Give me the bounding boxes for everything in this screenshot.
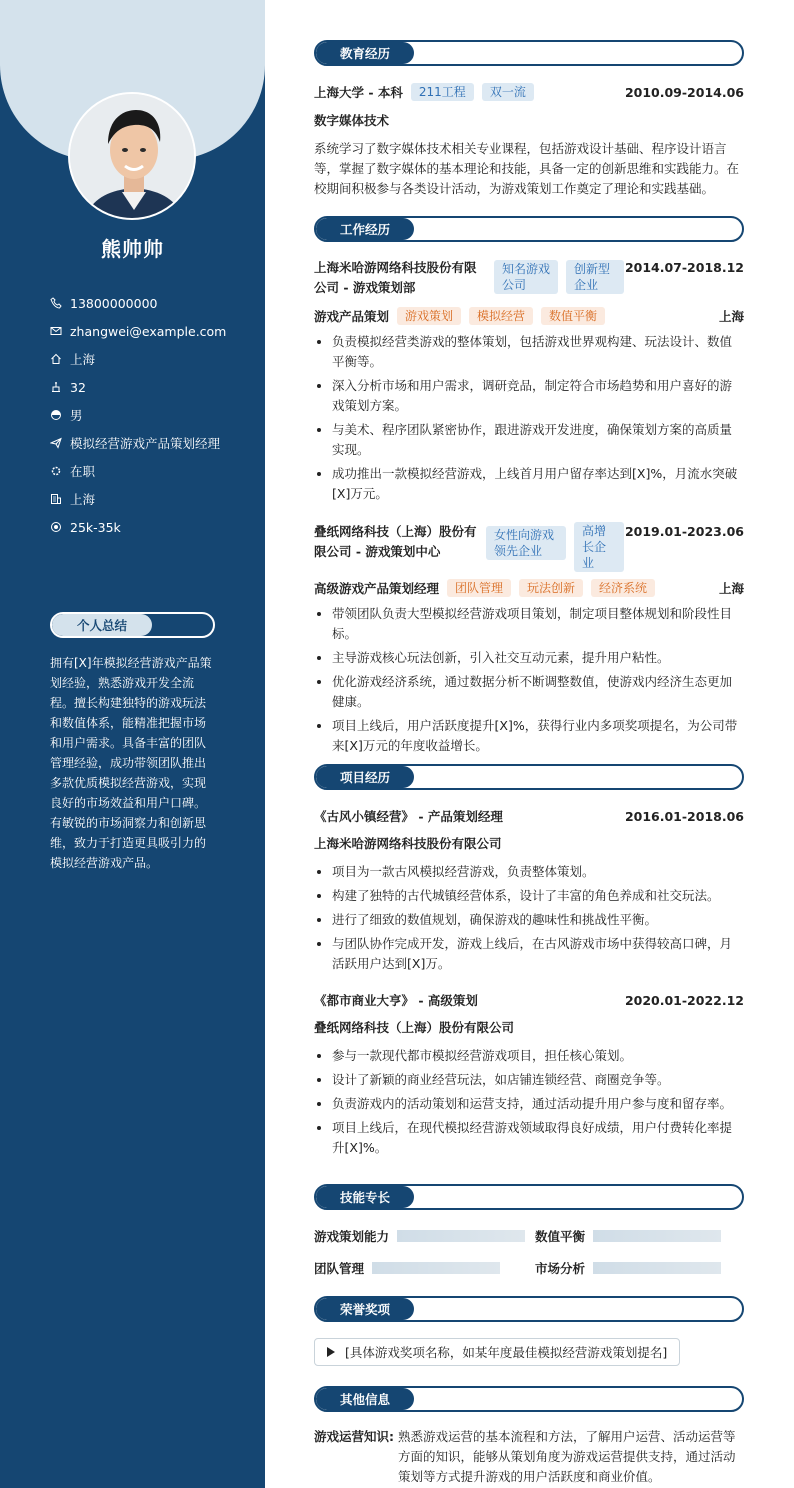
home-icon xyxy=(50,353,62,365)
info-text: 模拟经营游戏产品策划经理 xyxy=(70,436,221,451)
education-entry xyxy=(314,82,744,199)
skill-tag: 经济系统 xyxy=(591,579,655,597)
job-role: 游戏产品策划 xyxy=(314,309,390,324)
age-icon xyxy=(50,381,62,393)
edu-tag: 双一流 xyxy=(482,83,534,101)
skill-item xyxy=(535,1226,721,1246)
list-item: 优化游戏经济系统，通过数据分析不断调整数值，使游戏内经济生态更加健康。 xyxy=(314,672,744,712)
list-item: 项目上线后，在现代模拟经营游戏领域取得良好成绩，用户付费转化率提升[X]%。 xyxy=(314,1118,744,1158)
contact-info-list xyxy=(50,289,226,541)
other-entry xyxy=(314,1427,744,1487)
job-bullets xyxy=(314,332,744,504)
education-date: 2010.09-2014.06 xyxy=(624,84,744,100)
info-status xyxy=(50,457,226,485)
awards-heading-label: 荣誉奖项 xyxy=(316,1298,414,1320)
summary-heading-label: 个人总结 xyxy=(52,614,152,636)
list-item: 成功推出一款模拟经营游戏，上线首月用户留存率达到[X]%，月流水突破[X]万元。 xyxy=(314,464,744,504)
expand-arrow-icon xyxy=(327,1347,335,1357)
info-text: 32 xyxy=(70,379,86,395)
skill-tag: 玩法创新 xyxy=(519,579,583,597)
info-gender xyxy=(50,401,226,429)
skill-name: 游戏策划能力 xyxy=(314,1229,390,1244)
skill-item xyxy=(314,1226,525,1246)
major: 数字媒体技术 xyxy=(314,113,390,128)
project-date: 2020.01-2022.12 xyxy=(624,992,744,1008)
project-entry xyxy=(314,990,744,1162)
project-company: 上海米哈游网络科技股份有限公司 xyxy=(314,836,502,851)
info-phone xyxy=(50,289,226,317)
avatar-photo xyxy=(70,94,196,220)
list-item: 构建了独特的古代城镇经营体系，设计了丰富的角色养成和社交玩法。 xyxy=(314,886,744,906)
skills-heading xyxy=(314,1184,744,1210)
skill-name: 市场分析 xyxy=(535,1261,586,1276)
work-heading-label: 工作经历 xyxy=(316,218,414,240)
mail-icon xyxy=(50,325,62,337)
education-heading-label: 教育经历 xyxy=(316,42,414,64)
info-text: 上海 xyxy=(70,492,96,507)
candidate-name: 熊帅帅 xyxy=(101,237,164,261)
skill-bar xyxy=(372,1262,500,1274)
job-entry xyxy=(314,258,744,508)
project-company: 叠纸网络科技（上海）股份有限公司 xyxy=(314,1020,515,1035)
job-entry xyxy=(314,522,744,760)
list-item: 与美术、程序团队紧密协作，跟进游戏开发进度，确保策划方案的高质量实现。 xyxy=(314,420,744,460)
skills-row xyxy=(314,1226,744,1246)
job-company: 上海米哈游网络科技股份有限公司 - 游戏策划部 xyxy=(314,260,477,295)
other-heading-label: 其他信息 xyxy=(316,1388,414,1410)
info-text: 在职 xyxy=(70,464,96,479)
phone-icon xyxy=(50,297,62,309)
job-city: 上海 xyxy=(718,309,744,324)
awards-heading xyxy=(314,1296,744,1322)
avatar xyxy=(68,92,196,220)
job-bullets xyxy=(314,604,744,756)
job-role: 高级游戏产品策划经理 xyxy=(314,581,440,596)
school-name: 上海大学 - 本科 xyxy=(314,85,403,100)
info-city xyxy=(50,485,226,513)
list-item: 进行了细致的数值规划，确保游戏的趣味性和挑战性平衡。 xyxy=(314,910,744,930)
job-date: 2014.07-2018.12 xyxy=(624,260,744,275)
projects-heading-label: 项目经历 xyxy=(316,766,414,788)
job-city: 上海 xyxy=(718,581,744,596)
skill-bar xyxy=(397,1230,525,1242)
info-location xyxy=(50,345,226,373)
info-age xyxy=(50,373,226,401)
work-heading xyxy=(314,216,744,242)
list-item: 设计了新颖的商业经营玩法，如店铺连锁经营、商圈竞争等。 xyxy=(314,1070,744,1090)
education-desc: 系统学习了数字媒体技术相关专业课程，包括游戏设计基础、程序设计语言等，掌握了数字媒体的基本理论和技能，具备一定的创新思维和实践能力。在校期间积极参与各类设计活动，为游戏策划工作奠定了理论和实践基础。 xyxy=(314,141,740,196)
project-bullets xyxy=(314,1046,744,1158)
job-tag: 女性向游戏领先企业 xyxy=(486,526,566,560)
info-text: 上海 xyxy=(70,352,96,367)
info-salary xyxy=(50,513,226,541)
job-tag: 创新型企业 xyxy=(566,260,624,294)
list-item: 负责模拟经营类游戏的整体策划，包括游戏世界观构建、玩法设计、数值平衡等。 xyxy=(314,332,744,372)
project-bullets xyxy=(314,862,744,974)
list-item: 项目为一款古风模拟经营游戏，负责整体策划。 xyxy=(314,862,744,882)
award-item[interactable] xyxy=(314,1338,680,1366)
edu-tag: 211工程 xyxy=(411,83,474,101)
skill-tag: 团队管理 xyxy=(447,579,511,597)
list-item: 参与一款现代都市模拟经营游戏项目，担任核心策划。 xyxy=(314,1046,744,1066)
other-heading xyxy=(314,1386,744,1412)
skill-bar xyxy=(593,1230,721,1242)
skill-bar xyxy=(593,1262,721,1274)
status-icon xyxy=(50,465,62,477)
job-company: 叠纸网络科技（上海）股份有限公司 - 游戏策划中心 xyxy=(314,524,477,559)
awards-entry xyxy=(314,1338,744,1366)
building-icon xyxy=(50,493,62,505)
job-date: 2019.01-2023.06 xyxy=(624,524,744,539)
salary-icon xyxy=(50,521,62,533)
projects-heading xyxy=(314,764,744,790)
info-email xyxy=(50,317,226,345)
sidebar xyxy=(0,0,265,1488)
summary-text: 拥有[X]年模拟经营游戏产品策划经验，熟悉游戏开发全流程。擅长构建独特的游戏玩法和数值体系，能精准把握市场和用户需求。具备丰富的团队管理经验，成功带领团队推出多款优质模拟经营游戏，实现良好的市场效益和用户口碑。有敏锐的市场洞察力和创新思维，致力于打造更具吸引力的模拟经营游戏产品。 xyxy=(50,656,212,870)
project-name: 《古风小镇经营》 - 产品策划经理 xyxy=(314,809,503,824)
education-heading xyxy=(314,40,744,66)
award-text: [具体游戏奖项名称，如某年度最佳模拟经营游戏策划提名] xyxy=(345,1345,668,1360)
skill-name: 数值平衡 xyxy=(535,1229,586,1244)
info-text: 男 xyxy=(70,408,83,423)
skill-item xyxy=(535,1258,721,1278)
skills-heading-label: 技能专长 xyxy=(316,1186,414,1208)
skills-row xyxy=(314,1258,744,1278)
list-item: 带领团队负责大型模拟经营游戏项目策划，制定项目整体规划和阶段性目标。 xyxy=(314,604,744,644)
other-label: 游戏运营知识: xyxy=(314,1429,394,1444)
project-name: 《都市商业大亨》 - 高级策划 xyxy=(314,993,478,1008)
skill-tag: 模拟经营 xyxy=(469,307,533,325)
info-text: zhangwei@example.com xyxy=(70,323,227,339)
summary-heading xyxy=(50,612,215,638)
list-item: 负责游戏内的活动策划和运营支持，通过活动提升用户参与度和留存率。 xyxy=(314,1094,744,1114)
info-text: 25k-35k xyxy=(70,519,121,535)
list-item: 与团队协作完成开发，游戏上线后，在古风游戏市场中获得较高口碑，月活跃用户达到[X]万。 xyxy=(314,934,744,974)
gender-icon xyxy=(50,409,62,421)
skill-name: 团队管理 xyxy=(314,1261,365,1276)
skill-tag: 数值平衡 xyxy=(541,307,605,325)
send-icon xyxy=(50,437,62,449)
list-item: 主导游戏核心玩法创新，引入社交互动元素，提升用户粘性。 xyxy=(314,648,744,668)
project-date: 2016.01-2018.06 xyxy=(624,808,744,824)
info-target-job xyxy=(50,429,226,457)
list-item: 项目上线后，用户活跃度提升[X]%，获得行业内多项奖项提名，为公司带来[X]万元的年度收益增长。 xyxy=(314,716,744,756)
job-tag: 知名游戏公司 xyxy=(494,260,558,294)
info-text: 13800000000 xyxy=(70,295,158,311)
skill-item xyxy=(314,1258,500,1278)
project-entry xyxy=(314,806,744,978)
skill-tag: 游戏策划 xyxy=(397,307,461,325)
job-tag: 高增长企业 xyxy=(574,522,624,572)
other-text: 熟悉游戏运营的基本流程和方法，了解用户运营、活动运营等方面的知识，能够从策划角度为游戏运营提供支持，通过活动策划等方式提升游戏的用户活跃度和商业价值。 xyxy=(398,1429,736,1484)
list-item: 深入分析市场和用户需求，调研竞品，制定符合市场趋势和用户喜好的游戏策划方案。 xyxy=(314,376,744,416)
